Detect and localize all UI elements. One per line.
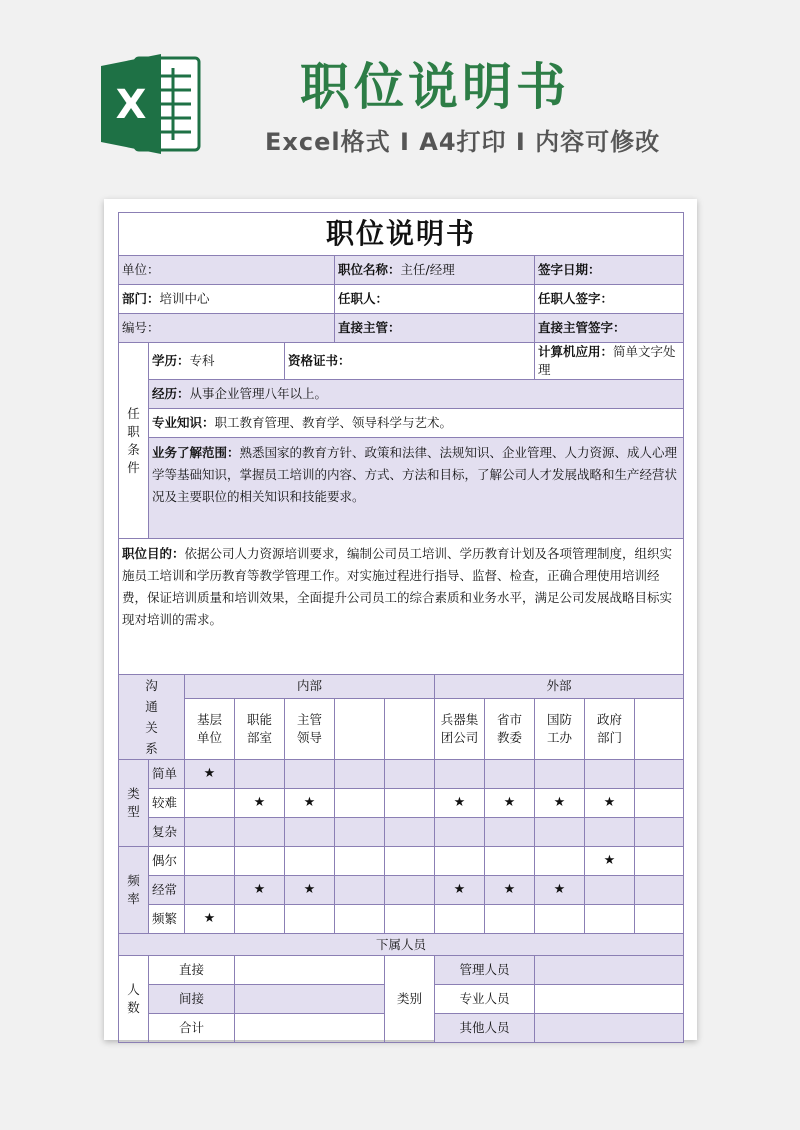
- comm-col-header: 政府 部门: [585, 698, 635, 759]
- supervisor-sign-field[interactable]: 直接主管签字：: [535, 314, 684, 343]
- comm-cell[interactable]: [435, 905, 485, 934]
- comm-row-label: 简单: [149, 760, 185, 789]
- comm-cell[interactable]: [385, 847, 435, 876]
- comm-cell[interactable]: [635, 818, 684, 847]
- business-scope-value: 熟悉国家的教育方针、政策和法律、法规知识、企业管理、人力资源、成人心理学等基础知识，掌握员工培训的内容、方式、方法和目标，了解公司人才发展战略和生产经营状况及主要职位的相关知识和技能要求。: [152, 445, 678, 504]
- comm-cell[interactable]: [235, 760, 285, 789]
- document-sheet: [104, 199, 697, 1040]
- comm-col-header: 省市 教委: [485, 698, 535, 759]
- comm-cell[interactable]: [585, 876, 635, 905]
- comm-cell[interactable]: [635, 905, 684, 934]
- total-label: 合计: [149, 1014, 235, 1043]
- comm-cell[interactable]: [335, 789, 385, 818]
- banner: [0, 0, 800, 200]
- star-mark-icon[interactable]: ★: [485, 789, 535, 818]
- holder-field[interactable]: 任职人：: [335, 285, 535, 314]
- comm-cell[interactable]: [385, 905, 435, 934]
- comm-cell[interactable]: [235, 818, 285, 847]
- comm-cell[interactable]: [485, 847, 535, 876]
- comm-cell[interactable]: [535, 847, 585, 876]
- comm-cell[interactable]: [335, 876, 385, 905]
- computer-label: 计算机应用：: [538, 344, 614, 359]
- comm-col-header: 兵器集 团公司: [435, 698, 485, 759]
- type-side-label: 类 型: [119, 760, 149, 847]
- internal-header: 内部: [185, 675, 435, 699]
- comm-col-header: 职能 部室: [235, 698, 285, 759]
- comm-cell[interactable]: [485, 818, 535, 847]
- star-mark-icon[interactable]: ★: [285, 789, 335, 818]
- other-staff-count[interactable]: [535, 1014, 684, 1043]
- comm-matrix-row: [119, 818, 684, 847]
- row-unit: [119, 256, 684, 285]
- category-label: 类别: [385, 956, 435, 1043]
- headcount-side-label: 人 数: [119, 956, 149, 1043]
- holder-sign-field[interactable]: 任职人签字：: [535, 285, 684, 314]
- subordinates-header: 下属人员: [119, 934, 684, 956]
- comm-cell[interactable]: [335, 818, 385, 847]
- dept-field[interactable]: [119, 285, 335, 314]
- number-field[interactable]: 编号：: [119, 314, 335, 343]
- other-staff-label: 其他人员: [435, 1014, 535, 1043]
- pro-staff-count[interactable]: [535, 985, 684, 1014]
- comm-cell[interactable]: [435, 818, 485, 847]
- comm-col-header: 国防 工办: [535, 698, 585, 759]
- star-mark-icon[interactable]: ★: [235, 876, 285, 905]
- comm-cell[interactable]: [385, 876, 435, 905]
- comm-cell[interactable]: [185, 876, 235, 905]
- comm-cell[interactable]: [285, 905, 335, 934]
- frequency-side-label: 频 率: [119, 847, 149, 934]
- comm-cell[interactable]: [635, 760, 684, 789]
- total-count[interactable]: [235, 1014, 385, 1043]
- comm-cell[interactable]: [185, 818, 235, 847]
- comm-cell[interactable]: [535, 760, 585, 789]
- comm-cell[interactable]: [235, 847, 285, 876]
- row-number: [119, 314, 684, 343]
- document-title: 职位说明书: [119, 213, 684, 256]
- star-mark-icon[interactable]: ★: [435, 876, 485, 905]
- comm-cell[interactable]: [535, 905, 585, 934]
- pro-staff-label: 专业人员: [435, 985, 535, 1014]
- supervisor-field[interactable]: 直接主管：: [335, 314, 535, 343]
- education-value: 专科: [189, 353, 215, 368]
- external-header: 外部: [435, 675, 684, 699]
- unit-field[interactable]: 单位：: [119, 256, 335, 285]
- job-name-field[interactable]: [335, 256, 535, 285]
- comm-row-label: 偶尔: [149, 847, 185, 876]
- comm-cell[interactable]: [235, 905, 285, 934]
- education-label: 学历：: [152, 353, 190, 368]
- business-scope-label: 业务了解范围：: [152, 445, 240, 460]
- row-dept: [119, 285, 684, 314]
- comm-row-label: 经常: [149, 876, 185, 905]
- computer-value: 简单文字处理: [538, 344, 676, 377]
- comm-matrix-row: [119, 905, 684, 934]
- star-mark-icon[interactable]: ★: [485, 876, 535, 905]
- comm-cell[interactable]: [585, 905, 635, 934]
- knowledge-label: 专业知识：: [152, 415, 215, 430]
- comm-cell[interactable]: [485, 905, 535, 934]
- indirect-label: 间接: [149, 985, 235, 1014]
- knowledge-field[interactable]: [149, 409, 684, 438]
- comm-cell[interactable]: [385, 760, 435, 789]
- certificate-field[interactable]: 资格证书：: [285, 343, 535, 380]
- logo-letter: X: [115, 82, 147, 128]
- star-mark-icon[interactable]: ★: [585, 789, 635, 818]
- comm-cell[interactable]: [335, 760, 385, 789]
- comm-cell[interactable]: [435, 847, 485, 876]
- comm-cell[interactable]: [285, 760, 335, 789]
- star-mark-icon[interactable]: ★: [435, 789, 485, 818]
- job-name-label: 职位名称：: [338, 262, 401, 277]
- experience-value: 从事企业管理八年以上。: [189, 386, 328, 401]
- comm-cell[interactable]: [635, 847, 684, 876]
- education-field[interactable]: [149, 343, 285, 380]
- comm-col-header: [635, 698, 684, 759]
- experience-field[interactable]: [149, 380, 684, 409]
- star-mark-icon[interactable]: ★: [235, 789, 285, 818]
- job-name-value: 主任/经理: [400, 262, 455, 277]
- job-description-table: [118, 212, 684, 1043]
- comm-cell[interactable]: [535, 818, 585, 847]
- experience-label: 经历：: [152, 386, 190, 401]
- comm-column-headers: [119, 698, 684, 759]
- comm-cell[interactable]: [185, 789, 235, 818]
- star-mark-icon[interactable]: ★: [185, 905, 235, 934]
- comm-col-header: [385, 698, 435, 759]
- star-mark-icon[interactable]: ★: [585, 847, 635, 876]
- comm-col-header: [335, 698, 385, 759]
- dept-value: 培训中心: [159, 291, 210, 306]
- comm-col-header: 主管 领导: [285, 698, 335, 759]
- comm-cell[interactable]: [585, 760, 635, 789]
- comm-cell[interactable]: [485, 760, 535, 789]
- comm-cell[interactable]: [335, 847, 385, 876]
- job-purpose-label: 职位目的：: [122, 546, 185, 561]
- direct-count[interactable]: [235, 956, 385, 985]
- comm-matrix-row: [119, 847, 684, 876]
- comm-matrix-row: [119, 760, 684, 789]
- comm-col-header: 基层 单位: [185, 698, 235, 759]
- star-mark-icon[interactable]: ★: [185, 760, 235, 789]
- computer-field[interactable]: [535, 343, 684, 380]
- comm-cell[interactable]: [385, 818, 435, 847]
- comm-row-label: 频繁: [149, 905, 185, 934]
- knowledge-value: 职工教育管理、教育学、领导科学与艺术。: [214, 415, 453, 430]
- banner-subtitle: Excel格式 I A4打印 I 内容可修改: [265, 128, 661, 156]
- comm-row-label: 较难: [149, 789, 185, 818]
- comm-cell[interactable]: [285, 818, 335, 847]
- comm-cell[interactable]: [335, 905, 385, 934]
- star-mark-icon[interactable]: ★: [285, 876, 335, 905]
- comm-cell[interactable]: [585, 818, 635, 847]
- comm-cell[interactable]: [435, 760, 485, 789]
- comm-cell[interactable]: [285, 847, 335, 876]
- mgmt-staff-label: 管理人员: [435, 956, 535, 985]
- requirements-side-label: 任 职 条 件: [119, 343, 149, 539]
- comm-matrix-row: [119, 789, 684, 818]
- sign-date-field[interactable]: 签字日期：: [535, 256, 684, 285]
- comm-cell[interactable]: [635, 876, 684, 905]
- dept-label: 部门：: [122, 291, 160, 306]
- comm-cell[interactable]: [185, 847, 235, 876]
- comm-row-label: 复杂: [149, 818, 185, 847]
- comm-cell[interactable]: [635, 789, 684, 818]
- comm-side-label: 沟 通 关 系: [119, 675, 185, 760]
- direct-label: 直接: [149, 956, 235, 985]
- mgmt-staff-count[interactable]: [535, 956, 684, 985]
- business-scope-field[interactable]: [149, 438, 684, 539]
- job-purpose-value: 依据公司人力资源培训要求，编制公司员工培训、学历教育计划及各项管理制度，组织实施员工培训和学历教育等教学管理工作。对实施过程进行指导、监督、检查，正确合理使用培训经费，保证培训质量和培训效果，全面提升公司员工的综合素质和业务水平，满足公司发展战略目标实现对培训的需求。: [122, 546, 673, 627]
- indirect-count[interactable]: [235, 985, 385, 1014]
- star-mark-icon[interactable]: ★: [535, 789, 585, 818]
- job-purpose-field[interactable]: [119, 539, 684, 675]
- banner-title: 职位说明书: [300, 58, 570, 116]
- excel-logo-icon: [101, 52, 203, 156]
- comm-cell[interactable]: [385, 789, 435, 818]
- star-mark-icon[interactable]: ★: [535, 876, 585, 905]
- comm-matrix-row: [119, 876, 684, 905]
- comm-matrix: [119, 760, 684, 934]
